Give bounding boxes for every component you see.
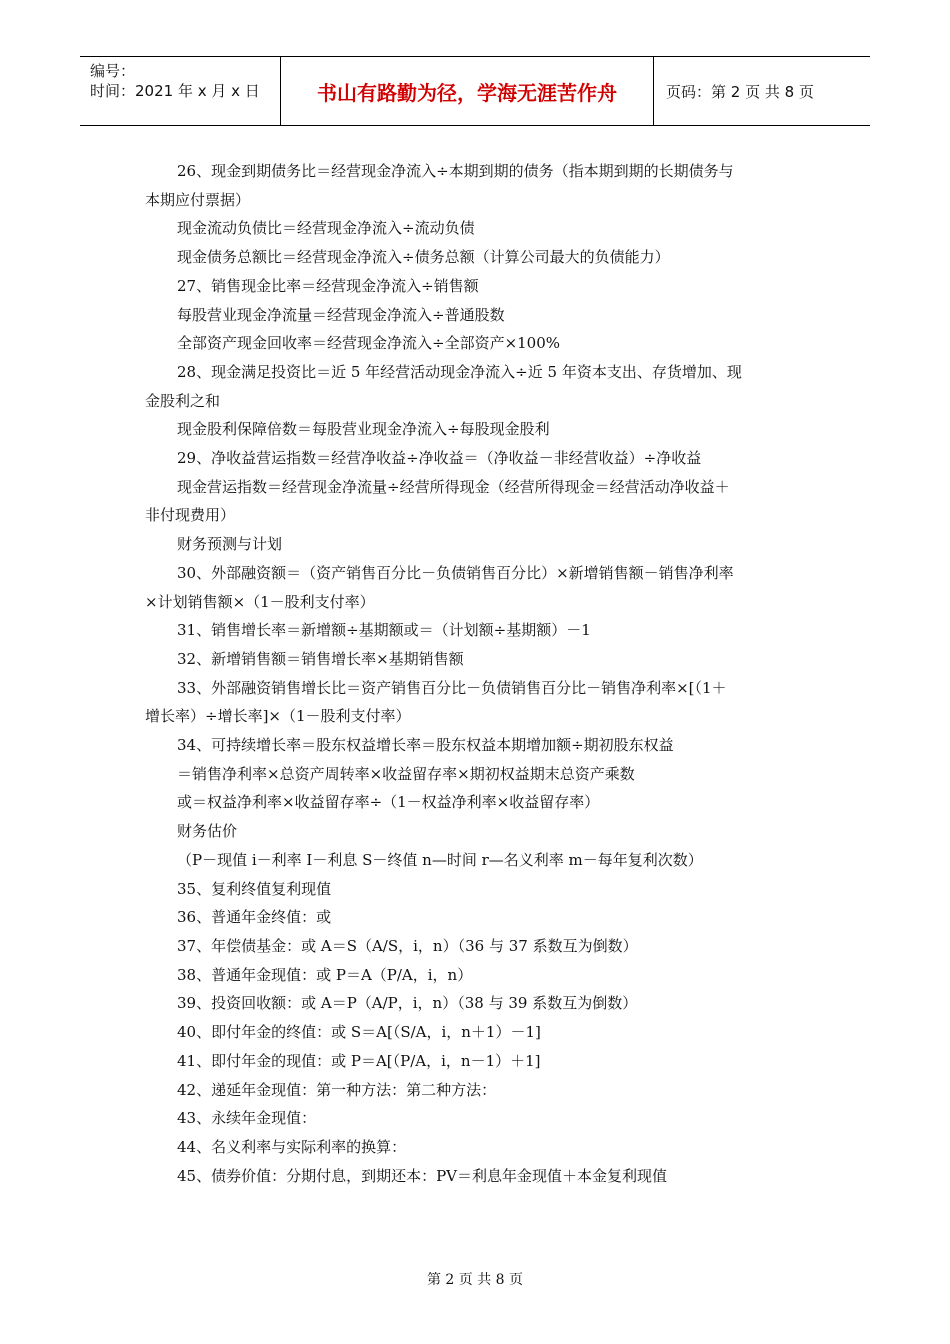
text-line: 42、递延年金现值：第一种方法：第二种方法： [177, 1080, 497, 1099]
text-line: 34、可持续增长率＝股东权益增长率＝股东权益本期增加额÷期初股东权益 [177, 736, 674, 755]
text-line: 33、外部融资销售增长比＝资产销售百分比－负债销售百分比－销售净利率×[（1＋ [177, 678, 727, 697]
text-line: 或＝权益净利率×收益留存率÷（1－权益净利率×收益留存率） [177, 793, 600, 812]
text-line: 全部资产现金回收率＝经营现金净流入÷全部资产×100% [177, 334, 561, 353]
text-line: 金股利之和 [145, 391, 221, 410]
text-line: 现金股利保障倍数＝每股营业现金净流入÷每股现金股利 [177, 420, 550, 439]
text-line: 财务估价 [177, 822, 238, 841]
text-line: 35、复利终值复利现值 [177, 879, 332, 898]
text-line: 36、普通年金终值：或 [177, 908, 332, 927]
text-line: 40、即付年金的终值：或 S＝A[（S/A，i，n＋1）－1] [177, 1023, 541, 1042]
text-line: 32、新增销售额＝销售增长率×基期销售额 [177, 649, 464, 668]
text-line: ＝销售净利率×总资产周转率×收益留存率×期初权益期末总资产乘数 [177, 764, 635, 783]
text-line: 本期应付票据） [145, 190, 251, 209]
text-line: 每股营业现金净流量＝经营现金净流入÷普通股数 [177, 305, 505, 324]
text-line: 44、名义利率与实际利率的换算： [177, 1137, 407, 1156]
text-line: （P－现值 i－利率 I－利息 S－终值 n—时间 r—名义利率 m－每年复利次数） [177, 850, 703, 869]
page-header [80, 56, 870, 126]
text-line: 31、销售增长率＝新增额÷基期额或＝（计划额÷基期额）－1 [177, 621, 591, 640]
text-line: 财务预测与计划 [177, 535, 283, 554]
text-line: 现金营运指数＝经营现金净流量÷经营所得现金（经营所得现金＝经营活动净收益＋ [177, 477, 730, 496]
text-line: 38、普通年金现值：或 P＝A（P/A，i，n） [177, 965, 473, 984]
page-footer: 第 2 页 共 8 页 [426, 1272, 524, 1288]
text-line: 28、现金满足投资比＝近 5 年经营活动现金净流入÷近 5 年资本支出、存货增加、现 [177, 362, 742, 381]
document-body [145, 157, 805, 1190]
header-page-info: 页码：第 2 页 共 8 页 [666, 82, 814, 101]
text-line: 30、外部融资额＝（资产销售百分比－负债销售百分比）×新增销售额－销售净利率 [177, 563, 734, 582]
text-line: 29、净收益营运指数＝经营净收益÷净收益＝（净收益－非经营收益）÷净收益 [177, 449, 702, 468]
text-line: 27、销售现金比率＝经营现金净流入÷销售额 [177, 276, 479, 295]
document-time-label: 时间：2021 年 x 月 x 日 [90, 82, 260, 100]
header-motto: 书山有路勤为径，学海无涯苦作舟 [280, 57, 654, 125]
text-line: 37、年偿债基金：或 A＝S（A/S，i，n）（36 与 37 系数互为倒数） [177, 936, 638, 955]
text-line: 26、现金到期债务比＝经营现金净流入÷本期到期的债务（指本期到期的长期债务与 [177, 162, 734, 180]
text-line: 43、永续年金现值： [177, 1109, 317, 1128]
text-line: 39、投资回收额：或 A＝P（A/P，i，n）（38 与 39 系数互为倒数） [177, 994, 638, 1013]
document-number-label: 编号： [90, 62, 136, 80]
header-left-cell [80, 57, 280, 125]
text-line: 现金债务总额比＝经营现金净流入÷债务总额（计算公司最大的负债能力） [177, 248, 670, 267]
text-line: ×计划销售额×（1－股利支付率） [145, 592, 375, 611]
text-line: 增长率）÷增长率]×（1－股利支付率） [145, 707, 411, 726]
text-line: 非付现费用） [145, 506, 236, 525]
text-line: 45、债券价值：分期付息，到期还本：PV＝利息年金现值＋本金复利现值 [177, 1166, 668, 1185]
text-line: 41、即付年金的现值：或 P＝A[（P/A，i，n－1）＋1] [177, 1051, 541, 1070]
text-line: 现金流动负债比＝经营现金净流入÷流动负债 [177, 219, 475, 238]
